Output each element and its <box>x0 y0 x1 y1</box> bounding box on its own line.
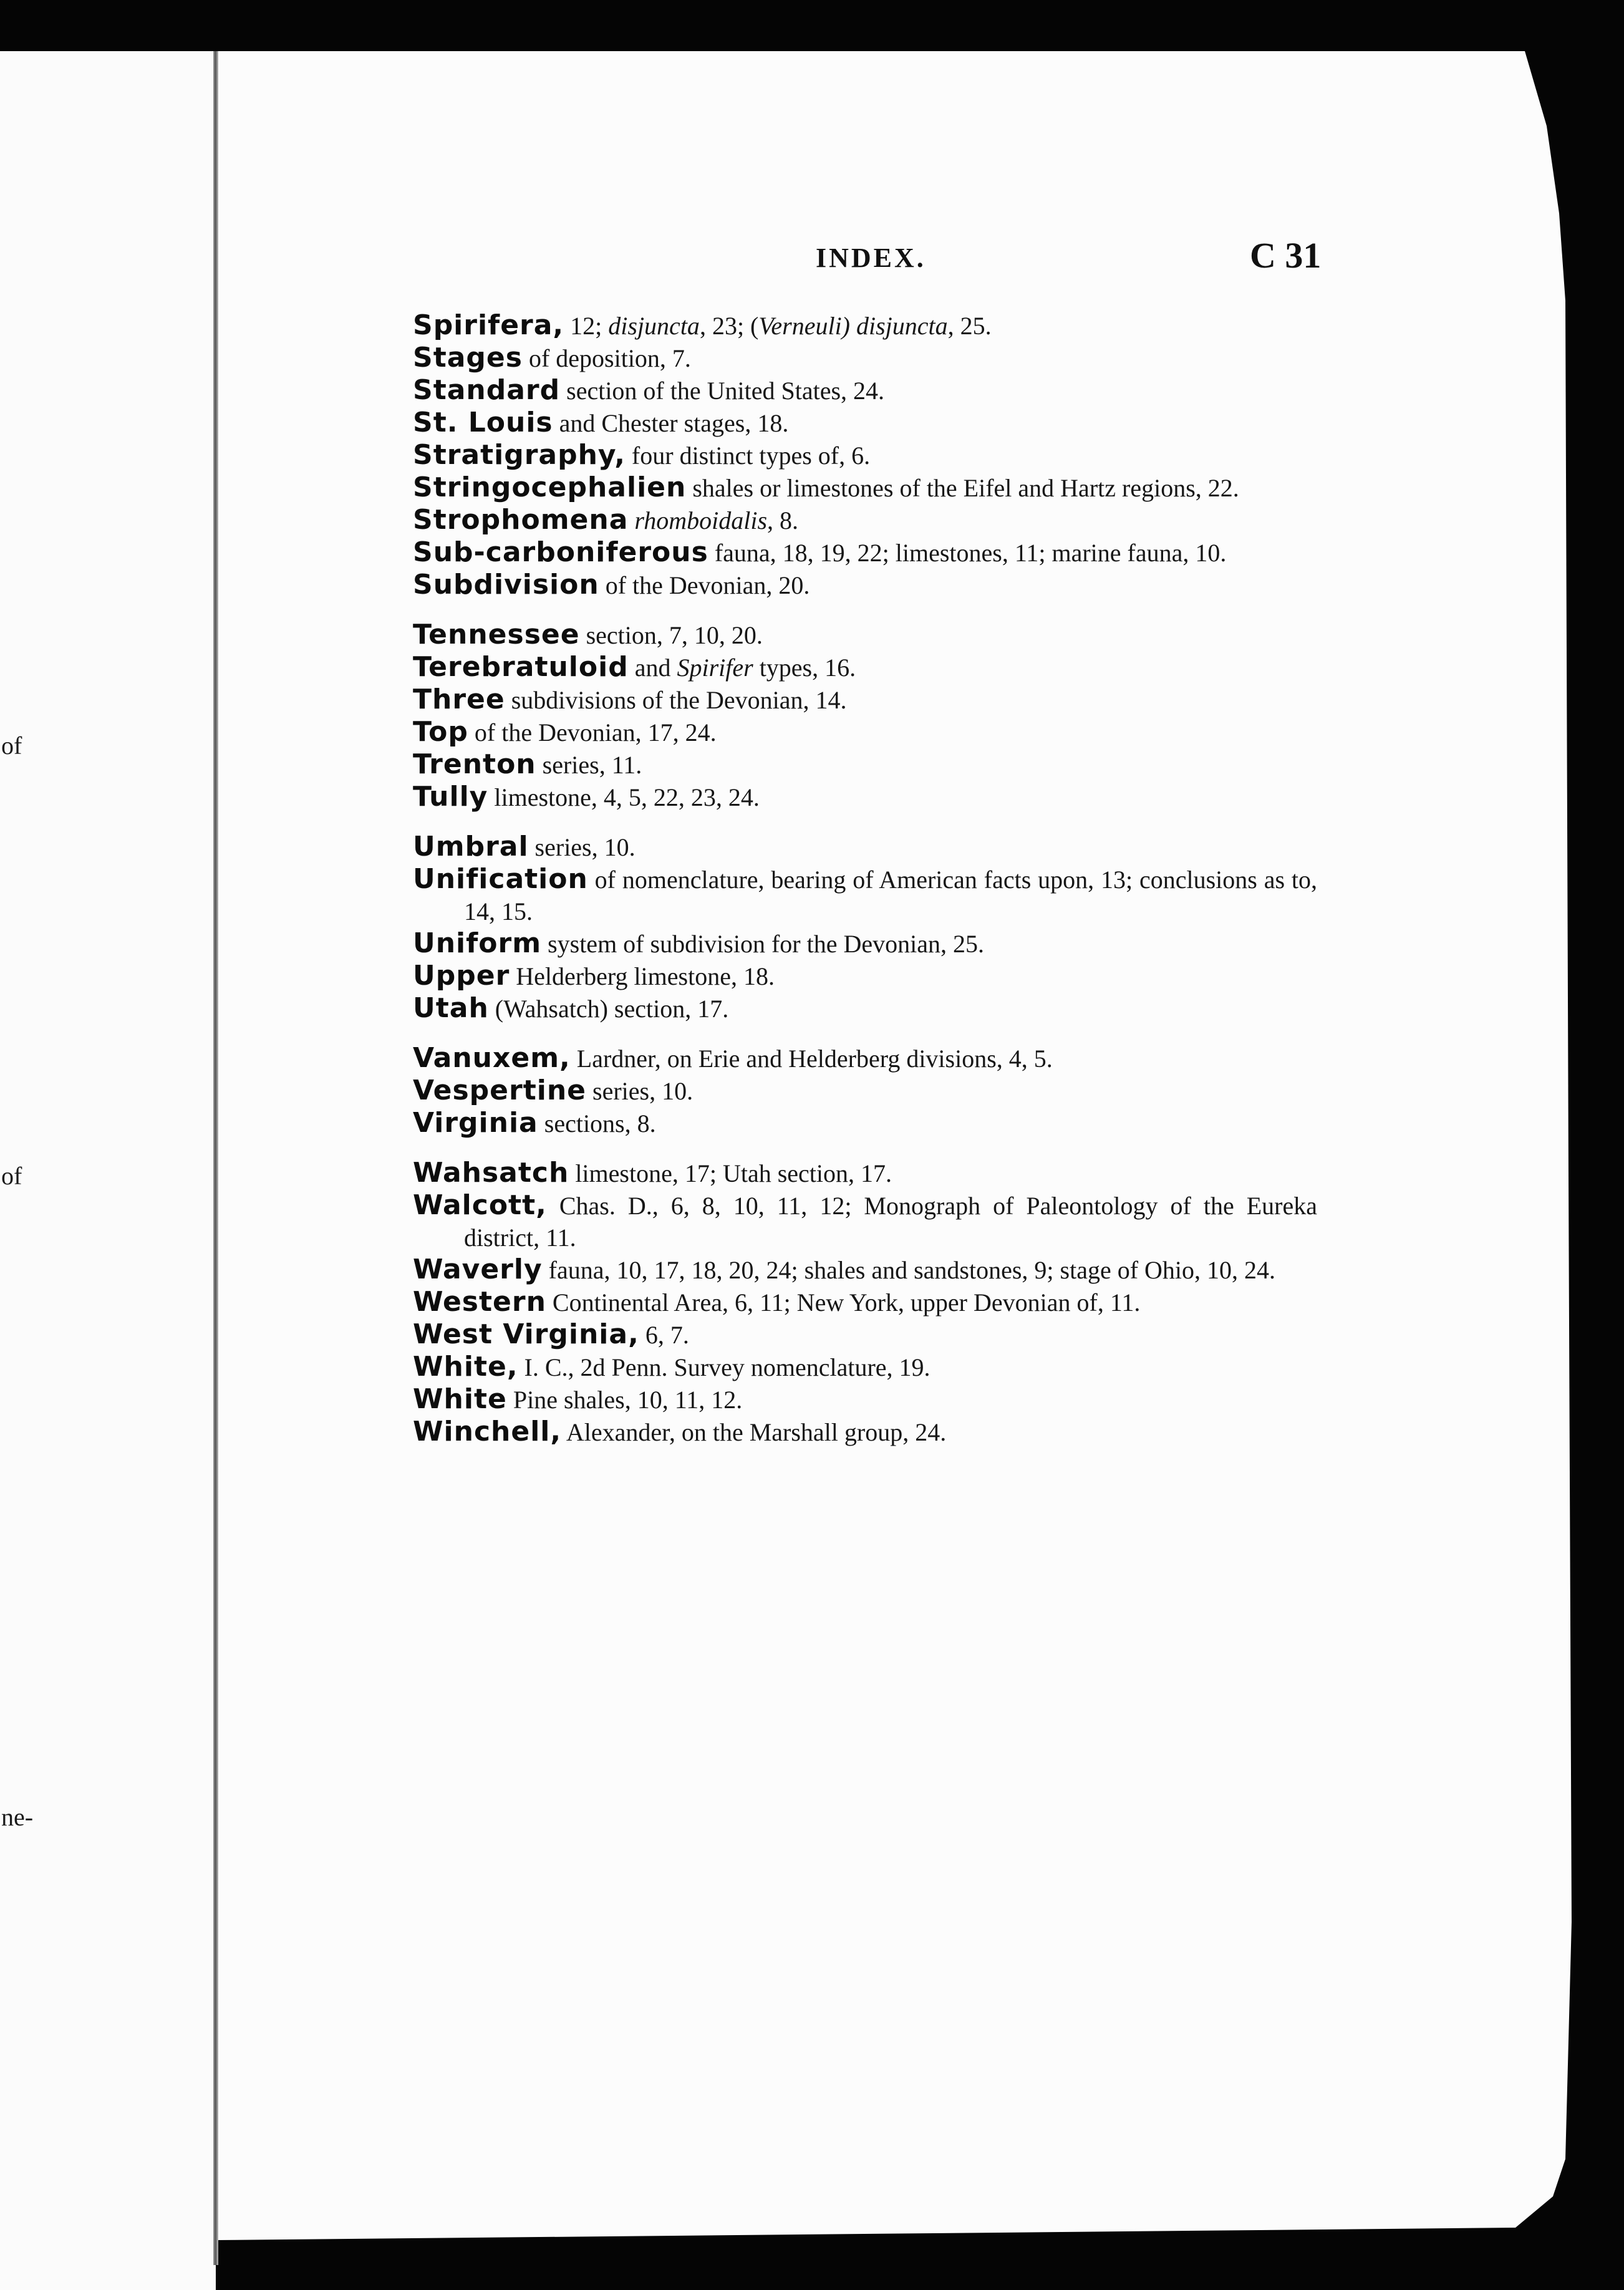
index-entry <box>413 927 1317 960</box>
index-headword: St. Louis <box>413 407 553 438</box>
index-entry-text: limestone, 4, 5, 22, 23, 24. <box>488 783 760 811</box>
index-entry-text: fauna, 10, 17, 18, 20, 24; shales and sandstones, 9; stage of Ohio, 10, 24. <box>542 1256 1276 1284</box>
index-entry-text: system of subdivision for the Devonian, 25. <box>541 930 984 958</box>
page-number: C 31 <box>1250 235 1322 276</box>
index-entry-text: Pine shales, 10, 11, 12. <box>506 1386 743 1414</box>
index-entry-text: Chas. D., 6, 8, 10, 11, 12; Monograph of Paleontology of the Eureka district, 11. <box>464 1192 1317 1252</box>
index-headword: Vespertine <box>413 1075 586 1106</box>
index-entry-text: disjuncta <box>608 312 700 340</box>
index-entry-text: four distinct types of, 6. <box>625 442 871 470</box>
index-headword: Upper <box>413 960 510 992</box>
index-headword: Stratigraphy, <box>413 439 626 471</box>
index-entry <box>413 569 1317 601</box>
index-entry-text: of deposition, 7. <box>522 344 691 372</box>
index-entry <box>413 781 1317 813</box>
index-entry <box>413 1107 1317 1139</box>
index-entry <box>413 1416 1317 1448</box>
index-entry-text: Spirifer <box>677 654 753 682</box>
index-entry-text: section, 7, 10, 20. <box>579 621 763 649</box>
index-headword: Unification <box>413 863 588 895</box>
index-headword: Uniform <box>413 927 542 959</box>
index-entry-text: limestone, 17; Utah section, 17. <box>569 1159 892 1187</box>
index-entry <box>413 1157 1317 1189</box>
index-entry-text: I. C., 2d Penn. Survey nomenclature, 19. <box>518 1353 930 1381</box>
index-entry-text: 6, 7. <box>639 1321 689 1349</box>
index-entry <box>413 407 1317 439</box>
index-headword: Terebratuloid <box>413 651 629 683</box>
index-entry-text: subdivisions of the Devonian, 14. <box>505 686 847 714</box>
index-headword: Sub-carboniferous <box>413 536 708 568</box>
running-head: INDEX. <box>816 243 926 273</box>
index-headword: White <box>413 1383 507 1415</box>
index-entry-text: series, 10. <box>528 833 636 861</box>
index-entry-text: Verneuli) disjuncta <box>758 312 948 340</box>
index-headword: Top <box>413 716 468 748</box>
index-headword: Utah <box>413 992 489 1024</box>
index-entry-text: fauna, 18, 19, 22; limestones, 11; marine fauna, 10. <box>708 539 1227 567</box>
index-entry <box>413 439 1317 471</box>
index-entry <box>413 536 1317 569</box>
index-entry-text: series, 11. <box>536 751 642 779</box>
index-entry <box>413 309 1317 342</box>
index-entry <box>413 1254 1317 1286</box>
index-entry-text: rhomboidalis <box>634 506 768 534</box>
index-entry <box>413 1318 1317 1351</box>
left-page-fragment: of <box>1 1162 22 1190</box>
left-page-fragment: ne- <box>1 1803 34 1831</box>
index-headword: West Virginia, <box>413 1318 639 1350</box>
index-headword: Walcott, <box>413 1189 547 1221</box>
index-headword: Vanuxem, <box>413 1042 571 1074</box>
index-entry-text: section of the United States, 24. <box>560 377 885 405</box>
index-entry-text: sections, 8. <box>538 1109 656 1138</box>
index-entry-text: Alexander, on the Marshall group, 24. <box>561 1418 947 1446</box>
index-entry <box>413 748 1317 781</box>
index-entry <box>413 619 1317 651</box>
index-entry-text: Helderberg limestone, 18. <box>510 962 775 990</box>
index-entry <box>413 684 1317 716</box>
index-headword: Standard <box>413 374 561 406</box>
index-entry-text: shales or limestones of the Eifel and Hartz regions, 22. <box>686 474 1239 502</box>
index-entry-text: , 25. <box>947 312 992 340</box>
index-headword: Three <box>413 684 505 715</box>
index-headword: Western <box>413 1286 546 1318</box>
index-entry <box>413 374 1317 407</box>
index-headword: Tennessee <box>413 619 580 650</box>
index-headword: Subdivision <box>413 569 599 601</box>
index-headword: Spirifera, <box>413 309 564 341</box>
index-entry-text: , 23; ( <box>699 312 759 340</box>
index-entry <box>413 960 1317 992</box>
index-entry <box>413 1075 1317 1107</box>
index-headword: Winchell, <box>413 1416 562 1447</box>
left-page-fragment: of <box>1 732 22 760</box>
index-headword: Tully <box>413 781 488 813</box>
index-entry <box>413 1351 1317 1383</box>
page-gutter <box>213 51 218 2265</box>
index-entry <box>413 342 1317 374</box>
index-entry <box>413 1042 1317 1075</box>
index-entry <box>413 831 1317 863</box>
index-entry-text <box>628 506 634 534</box>
index-headword: Stages <box>413 342 523 374</box>
index-headword: Waverly <box>413 1254 543 1285</box>
index-entry-text: , 8. <box>767 506 799 534</box>
index-entry <box>413 504 1317 536</box>
index-entry-text: and Chester stages, 18. <box>553 409 789 437</box>
index-entry <box>413 471 1317 504</box>
index-headword: Umbral <box>413 831 529 862</box>
index-headword: Strophomena <box>413 504 629 536</box>
index-entry-text: series, 10. <box>586 1077 694 1105</box>
index-entry-text: of the Devonian, 20. <box>599 571 810 599</box>
index-entry <box>413 716 1317 748</box>
index-entry-text: (Wahsatch) section, 17. <box>488 995 729 1023</box>
index-entry <box>413 863 1317 927</box>
index-entry-text: Continental Area, 6, 11; New York, upper Devonian of, 11. <box>546 1288 1141 1317</box>
index-headword: Wahsatch <box>413 1157 569 1189</box>
left-page <box>0 51 216 2290</box>
index-entry-text: of nomenclature, bearing of American facts upon, 13; conclusions as to, 14, 15. <box>464 866 1317 925</box>
index-entry <box>413 1383 1317 1416</box>
index-headword: Trenton <box>413 748 536 780</box>
index-entry-text: Lardner, on Erie and Helderberg divisions, 4, 5. <box>570 1045 1053 1073</box>
index-entry-text: types, 16. <box>753 654 856 682</box>
index-entry <box>413 992 1317 1025</box>
index-entry <box>413 1286 1317 1318</box>
index-headword: Virginia <box>413 1107 538 1139</box>
index-entry <box>413 1189 1317 1254</box>
index-entry <box>413 651 1317 684</box>
index-entry-text: of the Devonian, 17, 24. <box>468 718 717 746</box>
index-headword: Stringocephalien <box>413 471 687 503</box>
index-list <box>413 309 1317 1448</box>
index-headword: White, <box>413 1351 518 1383</box>
index-entry-text: 12; <box>564 312 609 340</box>
index-entry-text: and <box>628 654 677 682</box>
